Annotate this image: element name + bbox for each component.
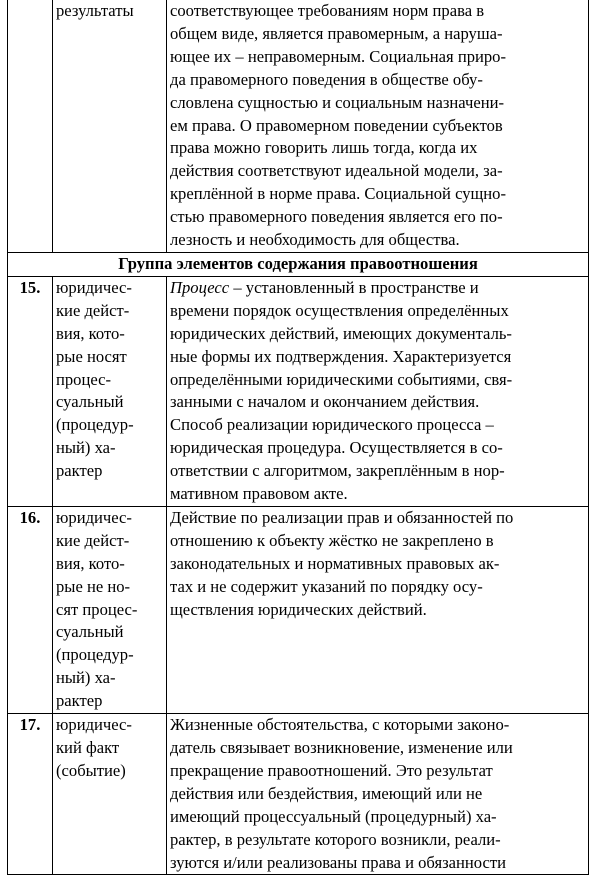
description-line: законодательных и нормативных правовых ак- bbox=[170, 553, 500, 573]
term-line: юридичес- bbox=[56, 507, 132, 527]
description-line: занными с началом и окончанием действия. bbox=[170, 392, 480, 412]
table-row-continuation bbox=[8, 0, 589, 252]
description-line: мативном правовом акте. bbox=[170, 484, 348, 504]
description-line: Жизненные обстоятельства, с которыми законо- bbox=[170, 715, 510, 735]
group-header-row bbox=[8, 252, 589, 276]
term-line: кий факт bbox=[56, 738, 120, 757]
group-header bbox=[8, 252, 589, 276]
term-line: (процедур- bbox=[56, 645, 134, 665]
description-line: ные формы их подтверждения. Характеризуется bbox=[170, 346, 512, 366]
description-line: зуются и/или реализованы права и обязанности bbox=[170, 852, 506, 872]
term-line: юридичес- bbox=[56, 715, 132, 735]
row-number-cell bbox=[8, 276, 53, 506]
description-cell bbox=[167, 0, 589, 252]
term-line: вия, кото- bbox=[56, 323, 125, 343]
description-line: определёнными юридическими событиями, свя- bbox=[170, 369, 513, 389]
description-cell bbox=[167, 276, 589, 506]
description-line: лезность и необходимость для общества. bbox=[170, 230, 460, 250]
description-line: датель связывает возникновение, изменение или bbox=[170, 738, 513, 757]
description-line: времени порядок осуществления определённых bbox=[170, 300, 509, 320]
row-number: 17. bbox=[19, 715, 41, 735]
term-line: рактер bbox=[56, 691, 103, 711]
description-line: Действие по реализации прав и обязанностей по bbox=[170, 507, 514, 527]
table-row-16 bbox=[8, 506, 589, 713]
definition-start: – установленный в пространстве и bbox=[229, 277, 479, 297]
description-line: ем права. О правомерном поведении субъектов bbox=[170, 115, 503, 135]
term-line: рые носят bbox=[56, 346, 127, 366]
description-line: ществления юридических действий. bbox=[170, 599, 427, 619]
content-table bbox=[7, 0, 589, 875]
table-row-15 bbox=[8, 276, 589, 506]
description-line bbox=[170, 277, 585, 300]
term-line: (процедур- bbox=[56, 415, 134, 435]
description-line: общем виде, является правомерным, а наруша- bbox=[170, 23, 503, 43]
description-line: словлена сущностью и социальным назначени- bbox=[170, 92, 505, 112]
description-line: рактер, в результате которого возникли, реали- bbox=[170, 829, 501, 849]
term-cell bbox=[53, 276, 167, 506]
table-row-17 bbox=[8, 714, 589, 875]
description-line: ющее их – неправомерным. Социальная приро- bbox=[170, 46, 506, 66]
defined-term: Процесс bbox=[170, 277, 230, 297]
description-cell bbox=[167, 506, 589, 713]
description-line: соответствующее требованиям норм права в bbox=[170, 1, 485, 20]
term-line: результаты bbox=[56, 1, 134, 20]
description-line: действия или бездействия, имеющий или не bbox=[170, 783, 483, 803]
row-number: 15. bbox=[19, 277, 41, 297]
description-line: ответствии с алгоритмом, закреплённым в нор- bbox=[170, 461, 505, 481]
term-line: ный) ха- bbox=[56, 438, 116, 458]
description-line: Способ реализации юридического процесса – bbox=[170, 415, 494, 435]
term-line: ный) ха- bbox=[56, 668, 116, 688]
group-header-title: Группа элементов содержания правоотношения bbox=[118, 253, 478, 273]
term-line: процес- bbox=[56, 369, 112, 389]
description-line: юридическая процедура. Осуществляется в со- bbox=[170, 438, 503, 458]
term-line: суальный bbox=[56, 392, 124, 412]
description-line: действия соответствуют идеальной модели, за- bbox=[170, 161, 503, 181]
description-line: права можно говорить лишь тогда, когда их bbox=[170, 138, 478, 158]
term-line: суальный bbox=[56, 622, 124, 642]
row-number-cell bbox=[8, 506, 53, 713]
term-line: кие дейст- bbox=[56, 530, 130, 550]
description-cell bbox=[167, 714, 589, 875]
term-cell bbox=[53, 506, 167, 713]
term-cell bbox=[53, 0, 167, 252]
description-line: да правомерного поведения в обществе обу- bbox=[170, 69, 483, 89]
description-line: креплённой в норме права. Социальной сущно- bbox=[170, 184, 506, 204]
description-line: имеющий процессуальный (процедурный) ха- bbox=[170, 806, 497, 826]
description-line: прекращение правоотношений. Это результат bbox=[170, 760, 493, 780]
term-cell bbox=[53, 714, 167, 875]
term-line: вия, кото- bbox=[56, 553, 125, 573]
description-line: юридических действий, имеющих документаль- bbox=[170, 323, 512, 343]
term-line: рые не но- bbox=[56, 576, 131, 596]
term-line: рактер bbox=[56, 461, 103, 481]
row-number-cell bbox=[8, 0, 53, 252]
term-line: юридичес- bbox=[56, 277, 132, 297]
term-line: сят процес- bbox=[56, 599, 138, 619]
term-line: (событие) bbox=[56, 760, 126, 780]
description-line: стью правомерного поведения является его по- bbox=[170, 207, 503, 227]
row-number-cell bbox=[8, 714, 53, 875]
row-number: 16. bbox=[19, 507, 41, 527]
term-line: кие дейст- bbox=[56, 300, 130, 320]
description-line: тах и не содержит указаний по порядку осу- bbox=[170, 576, 483, 596]
description-line: отношению к объекту жёстко не закреплено в bbox=[170, 530, 494, 550]
